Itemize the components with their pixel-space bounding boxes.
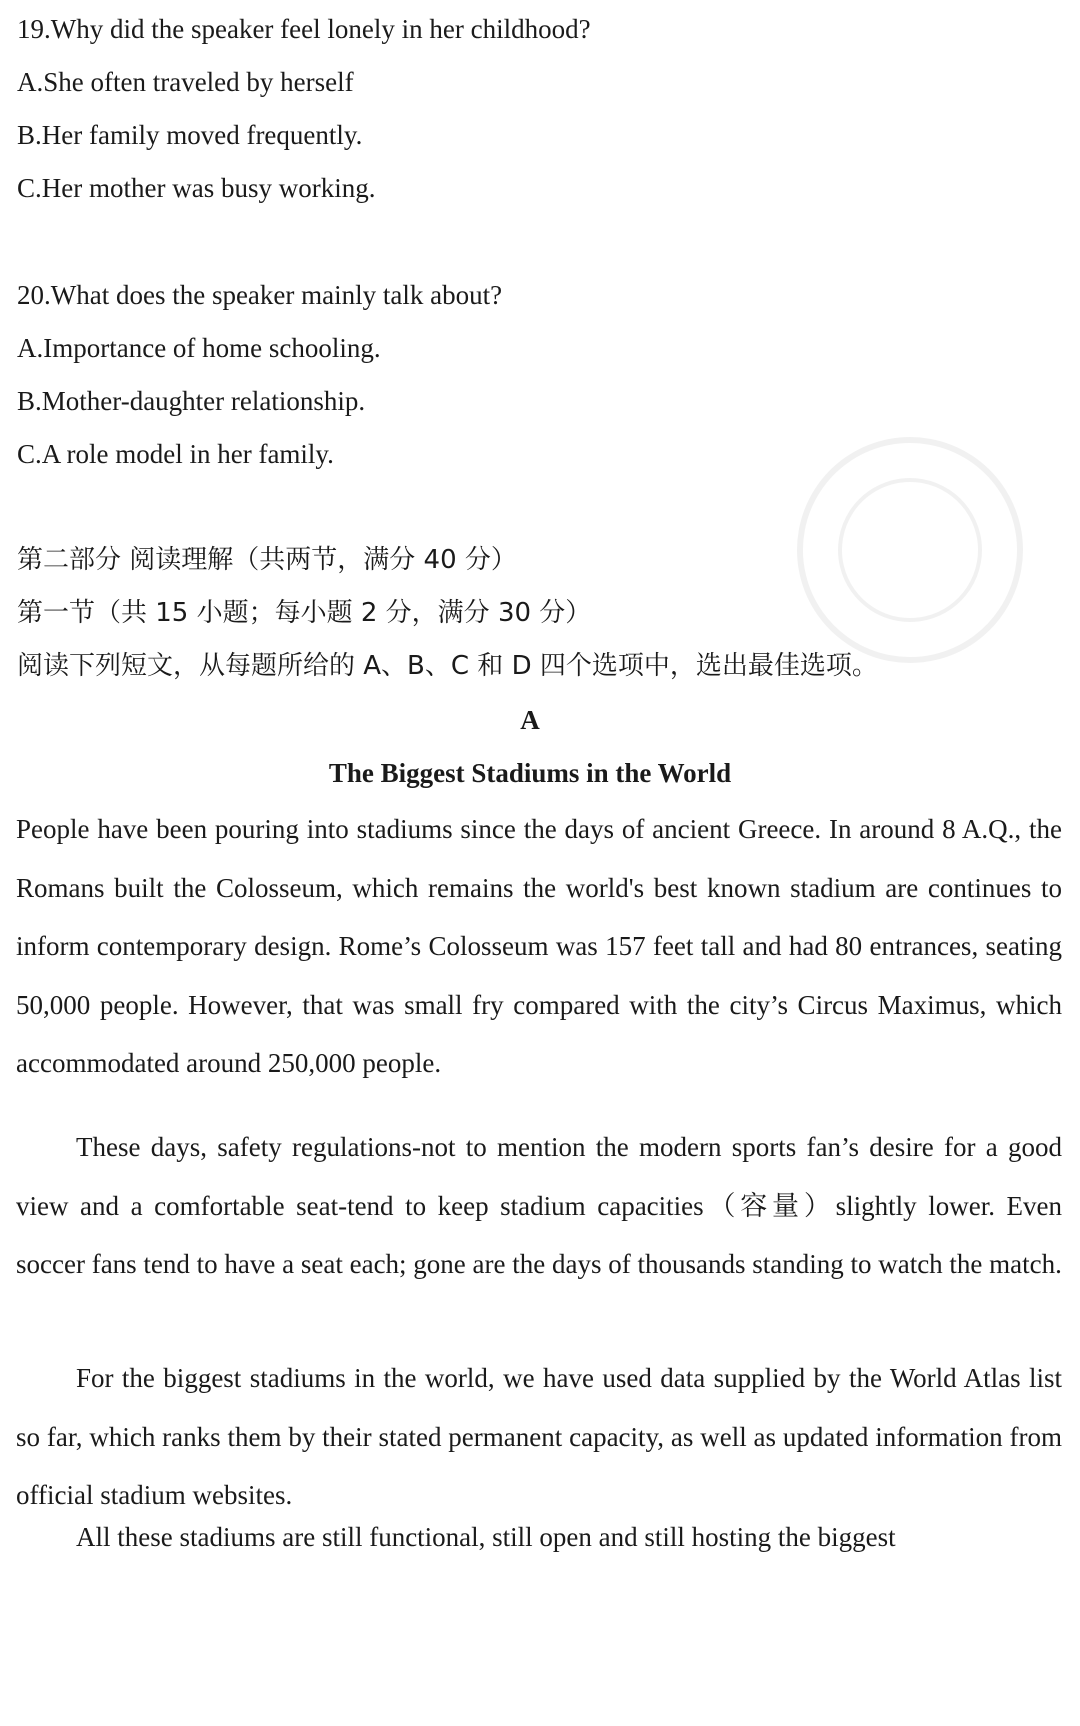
question-19-option-c: C.Her mother was busy working. xyxy=(17,173,376,203)
section-one-heading: 第一节（共 15 小题；每小题 2 分，满分 30 分） xyxy=(17,598,592,628)
passage-paragraph-2: These days, safety regulations-not to mention the modern sports fan’s desire for a good view and a comfortable seat-tend to keep stadium capacities（容量）slightly lower. Even soccer fans tend to have a seat each; gone are the days of thousands standing to watch the match. xyxy=(16,1132,1062,1279)
question-20-stem: 20.What does the speaker mainly talk about? xyxy=(17,280,503,310)
question-20-option-b: B.Mother-daughter relationship. xyxy=(17,386,366,416)
passage-letter: A xyxy=(520,705,540,735)
question-20-option-c: C.A role model in her family. xyxy=(17,439,334,469)
passage-title: The Biggest Stadiums in the World xyxy=(328,758,732,788)
passage-paragraph-1: People have been pouring into stadiums since the days of ancient Greece. In around 8 A.Q., the Romans built the Colosseum, which remains the world's best known stadium are continues to inform contemporary design. Rome’s Colosseum was 157 feet tall and had 80 entrances, seating 50,000 people. However, that was small fry compared with the city’s Circus Maximus, which accommodated around 250,000 people. xyxy=(16,814,1062,1078)
question-19-option-b: B.Her family moved frequently. xyxy=(17,120,363,150)
passage-paragraph-3: For the biggest stadiums in the world, we have used data supplied by the World Atlas list so far, which ranks them by their stated permanent capacity, as well as updated information from official stadium websites. xyxy=(16,1363,1062,1510)
reading-instruction: 阅读下列短文，从每题所给的 A、B、C 和 D 四个选项中，选出最佳选项。 xyxy=(17,651,878,681)
question-19-stem: 19.Why did the speaker feel lonely in her childhood? xyxy=(17,14,591,44)
passage-paragraph-4: All these stadiums are still functional, still open and still hosting the biggest xyxy=(76,1522,896,1552)
part-two-heading: 第二部分 阅读理解（共两节，满分 40 分） xyxy=(17,545,517,575)
question-19-option-a: A.She often traveled by herself xyxy=(17,67,354,97)
question-20-option-a: A.Importance of home schooling. xyxy=(17,333,381,363)
